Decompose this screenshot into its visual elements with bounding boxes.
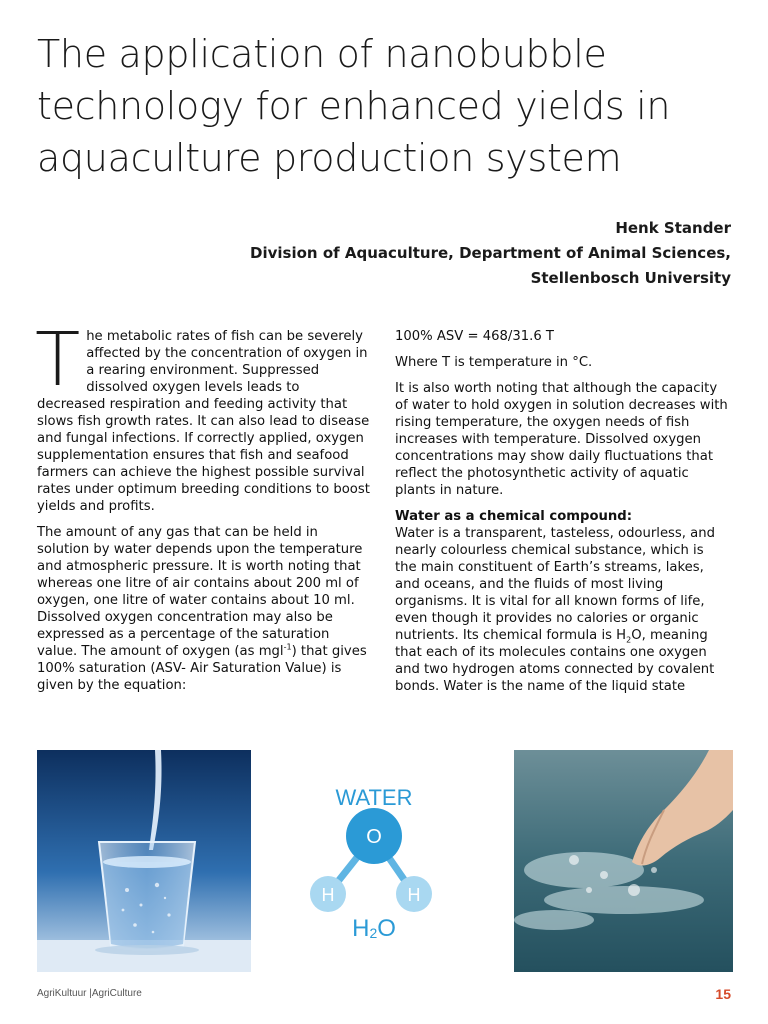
paragraph-text: ) that gives 100% saturation (ASV- Air Saturation Value) is given by the equation: bbox=[37, 644, 367, 693]
subscript: 2 bbox=[626, 635, 632, 645]
water-glass-photo bbox=[37, 750, 251, 972]
formula-h: H bbox=[352, 915, 370, 942]
hydrogen-label-left: H bbox=[321, 885, 335, 905]
paragraph-intro bbox=[35, 317, 370, 515]
paragraph-text: The amount of any gas that can be held in solution by water depends upon the temperature and atmospheric pressure. It is worth noting that whereas one litre of air contains about 200 ml of oxygen, one litre of water contains about 10 ml. Dissolved oxygen concentration may also be expressed as a percentage of the saturation value. The amount of oxygen (as mgl bbox=[37, 525, 363, 659]
body-column-right bbox=[395, 328, 728, 704]
formula-o: O bbox=[377, 915, 396, 942]
paragraph-intro-text: he metabolic rates of fish can be severely affected by the concentration of oxygen in a rearing environment. Suppressed dissolved oxygen levels leads to decreased respiration and feeding activity that slows fish growth rates. It can also lead to disease and fungal infections. If correctly applied, oxygen supplementation ensures that fish and seafood farmers can achieve the highest possible survival rates under optimum breeding conditions to boost yields and profits. bbox=[37, 329, 370, 514]
body-column-left bbox=[35, 317, 370, 703]
water-molecule-diagram bbox=[262, 750, 490, 972]
equation-note: Where T is temperature in °C. bbox=[395, 355, 593, 370]
publication-name: AgriKultuur |AgriCulture bbox=[37, 988, 142, 999]
author-name: Henk Stander bbox=[615, 219, 731, 237]
hydrogen-label-right: H bbox=[407, 885, 421, 905]
paragraph-text: O, meaning that each of its molecules contains one oxygen and two hydrogen atoms connected by covalent bonds. Water is the name of the liquid state bbox=[395, 628, 715, 694]
paragraph-gas-solubility bbox=[37, 524, 370, 694]
paragraph-temperature: It is also worth noting that although the capacity of water to hold oxygen in solution decreases with rising temperature, the oxygen needs of fish increases with temperature. Dissolved oxygen concentrations may show daily fluctuations that reflect the photosynthetic activity of aquatic plants in nature. bbox=[395, 381, 728, 498]
article-title: The application of nanobubble technology for enhanced yields in aquaculture production system bbox=[37, 32, 671, 180]
affiliation-line-2: Stellenbosch University bbox=[530, 269, 731, 287]
section-heading: Water as a chemical compound: bbox=[395, 509, 632, 524]
equation: 100% ASV = 468/31.6 T bbox=[395, 329, 554, 344]
oxygen-label: O bbox=[366, 826, 382, 848]
paragraph-text: Water is a transparent, tasteless, odourless, and nearly colourless chemical substance, which is the main constituent of Earth’s streams, lakes, and oceans, and the fluids of most living organisms. It is vital for all known forms of life, even though it provides no calories or organic nutrients. Its chemical formula is H bbox=[395, 526, 715, 643]
byline bbox=[250, 216, 731, 291]
paragraph-water-compound bbox=[395, 508, 728, 695]
drop-cap: T bbox=[35, 317, 81, 403]
hand-in-water-photo bbox=[514, 750, 733, 972]
diagram-label: WATER bbox=[335, 785, 413, 810]
molecule-svg bbox=[262, 750, 490, 972]
page-number: 15 bbox=[715, 986, 731, 1002]
formula-label bbox=[352, 915, 396, 942]
affiliation-line-1: Division of Aquaculture, Department of Animal Sciences, bbox=[250, 244, 731, 262]
superscript: -1 bbox=[283, 642, 292, 652]
formula-sub: 2 bbox=[369, 925, 378, 941]
